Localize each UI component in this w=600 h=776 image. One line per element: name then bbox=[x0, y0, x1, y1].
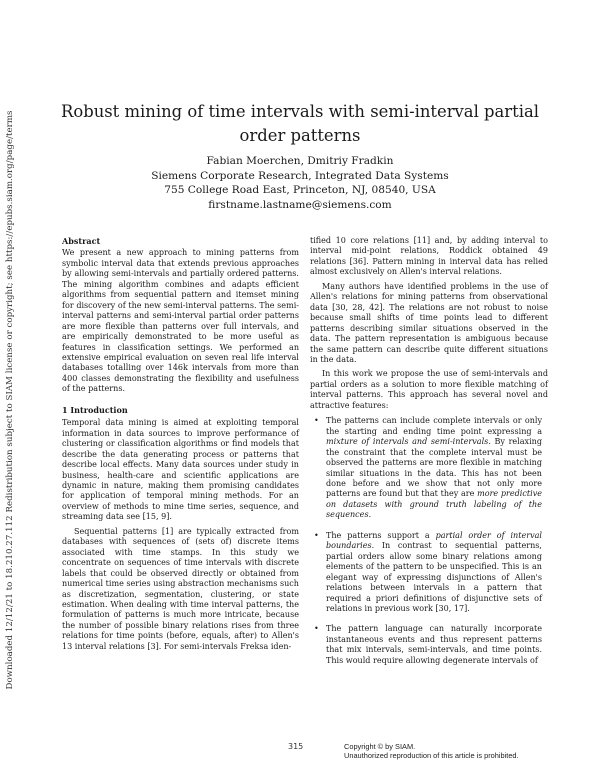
author-address: 755 College Road East, Princeton, NJ, 08540, USA bbox=[164, 184, 436, 197]
introduction-paragraph-2: Sequential patterns [1] are typically extracted from databases with sequences of (sets of) discrete items associated with time stamps. In this study we concentrate on sequences of time intervals with discrete labels that could be observed directly or obtained from numerical time series using abstraction mechanisms such as discretization, segmentation, clustering, or state estimation. When dealing with time interval patterns, the formulation of patterns is much more intricate, because the number of possible binary relations rises from three relations for time points (before, equals, after) to Allen's 13 interval relations [3]. For semi-intervals Freksa iden- bbox=[62, 526, 299, 651]
bullet-icon: • bbox=[314, 416, 319, 426]
author-names: Fabian Moerchen, Dmitriy Fradkin bbox=[206, 155, 394, 167]
feature-list-item: • The patterns can include complete intervals or only the starting and ending time point expressing a mixture of intervals and semi-intervals. By relaxing the constraint that the complete interval must be observed the patterns are more flexible in matching similar situations in the data. This has not been done before and we show that not only more patterns are found but that they are more predictive on datasets with ground truth labeling of the sequences. bbox=[314, 416, 542, 520]
right-paragraph-1: tified 10 core relations [11] and, by adding interval to interval mid-point relations, Roddick obtained 49 relations [36]. Pattern mining in interval data has relied almost exclusively on Allen's interval relations. bbox=[310, 236, 548, 277]
copyright-notice bbox=[344, 742, 519, 761]
feature-list-item: • The pattern language can naturally incorporate instantaneous events and thus represent patterns that mix intervals, semi-intervals, and time points. This would require allowing degenerate intervals of bbox=[314, 624, 542, 665]
reproduction-notice: Unauthorized reproduction of this article is prohibited. bbox=[344, 751, 519, 761]
right-paragraph-3: In this work we propose the use of semi-intervals and partial orders as a solution to more flexible matching of interval patterns. This approach has several novel and attractive features: bbox=[310, 369, 548, 410]
abstract-heading: Abstract bbox=[62, 236, 101, 246]
feature-list bbox=[310, 416, 548, 666]
bullet-icon: • bbox=[314, 624, 319, 634]
abstract-text: We present a new approach to mining patterns from symbolic interval data that extends previous approaches by allowing semi-intervals and partially ordered patterns. The mining algorithm combines and adapts efficient algorithms from sequential pattern and itemset mining for discovery of the new semi-interval patterns. The semi-interval patterns and semi-interval partial order patterns are more flexible than patterns over full intervals, and are empirically demonstrated to be more useful as features in classification settings. We performed an extensive empirical evaluation on seven real life interval databases totalling over 146k intervals from more than 400 classes demonstrating the flexibility and usefulness of the patterns. bbox=[62, 248, 299, 394]
copyright-line: Copyright © by SIAM. bbox=[344, 742, 416, 751]
download-notice-text: Downloaded 12/12/21 to 18.210.27.112 Redistribution subject to SIAM license or copyright; see https://epubs.siam.org/page/terms bbox=[5, 110, 15, 690]
right-column bbox=[310, 236, 548, 676]
introduction-heading: 1 Introduction bbox=[62, 404, 128, 415]
bullet-icon: • bbox=[314, 530, 319, 540]
author-email: firstname.lastname@siemens.com bbox=[208, 198, 392, 211]
author-affiliation: Siemens Corporate Research, Integrated Data Systems bbox=[151, 169, 449, 182]
right-paragraph-2: Many authors have identified problems in the use of Allen's relations for mining patterns from observational data [30, 28, 42]. The relations are not robust to noise because small shifts of time points lead to different patterns describing similar situations observed in the data. The pattern representation is ambiguous because the same pattern can describe quite different situations in the data. bbox=[310, 281, 548, 364]
author-block bbox=[60, 154, 540, 212]
download-notice-sidebar bbox=[3, 100, 17, 700]
introduction-paragraph-1: Temporal data mining is aimed at exploiting temporal information in data sources to improve performance of clustering or classification algorithms or find models that describe the data generating process or patterns that describe local effects. Many data sources under study in business, health-care and scientific applications are dynamic in nature, making them promising candidates for application of temporal mining methods. For an overview of methods to mine time series, sequence, and streaming data see [15, 9]. bbox=[62, 418, 299, 522]
paper-title: Robust mining of time intervals with semi-interval partial order patterns bbox=[61, 102, 539, 145]
feature-list-item: • The patterns support a partial order of interval boundaries. In contrast to sequential patterns, partial orders allow some binary relations among elements of the pattern to be unspecified. This is an elegant way of expressing disjunctions of Allen's relations between intervals in a pattern that required a priori definitions of disjunctive sets of relations in previous work [30, 17]. bbox=[314, 530, 543, 613]
left-column bbox=[62, 236, 299, 652]
page-number: 315 bbox=[288, 742, 304, 751]
